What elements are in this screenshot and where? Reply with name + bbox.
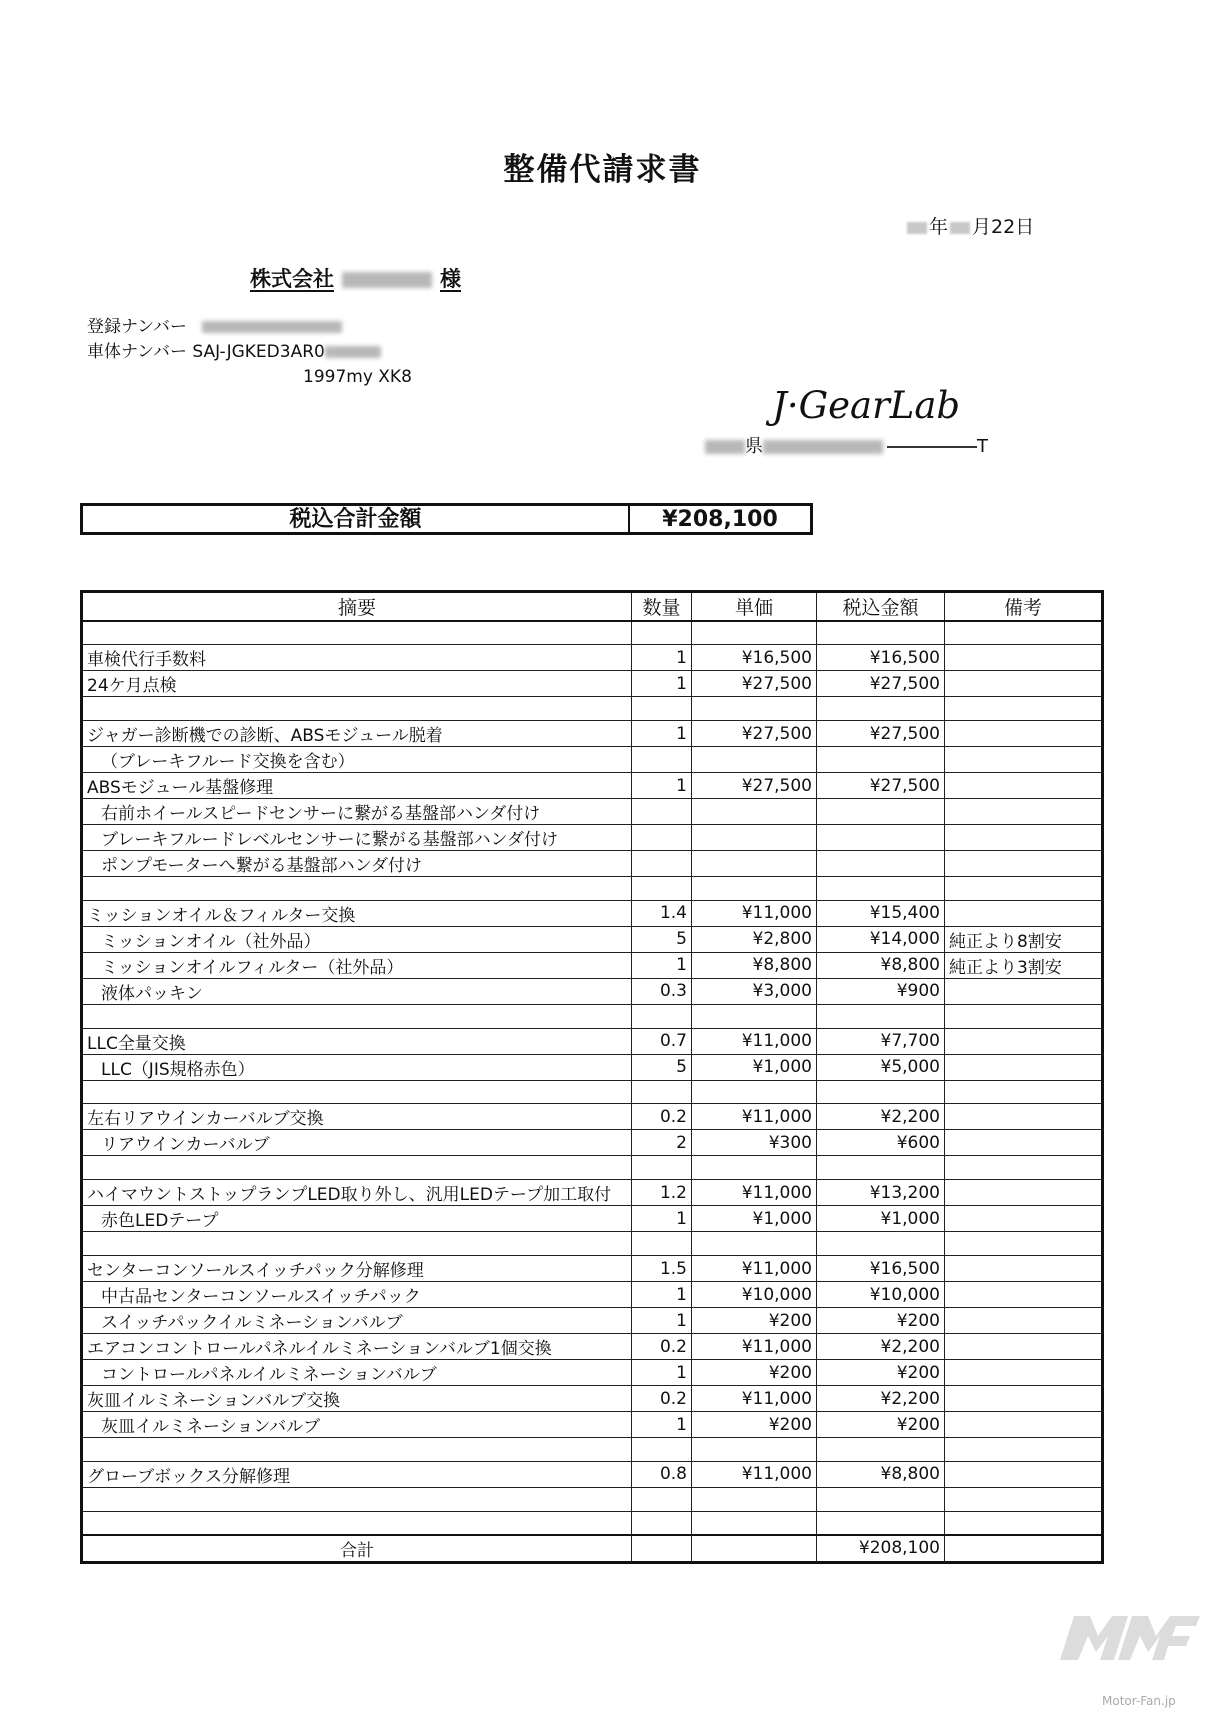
row-description: ミッションオイルフィルター（社外品） [82, 952, 632, 978]
redacted-prefecture [705, 440, 745, 454]
row-quantity: 0.7 [632, 1028, 692, 1054]
table-row [82, 1487, 1103, 1511]
row-unit-price [692, 825, 817, 851]
issue-date [905, 212, 1034, 239]
row-quantity [632, 1232, 692, 1256]
registration-row: 登録ナンバー [87, 315, 412, 340]
table-row [82, 1282, 1103, 1308]
row-amount [817, 621, 945, 645]
header-amount: 税込金額 [817, 592, 945, 622]
row-description: 灰皿イルミネーションバルブ交換 [82, 1386, 632, 1412]
customer-name: 株式会社 様 [250, 267, 461, 291]
table-row [82, 773, 1103, 799]
row-unit-price: ¥10,000 [692, 1282, 817, 1308]
row-remarks [945, 1461, 1103, 1487]
header-remarks: 備考 [945, 592, 1103, 622]
row-amount: ¥600 [817, 1130, 945, 1156]
row-amount [817, 1487, 945, 1511]
watermark-logo-icon [1060, 1616, 1200, 1660]
row-unit-price: ¥11,000 [692, 1104, 817, 1130]
row-remarks [945, 1360, 1103, 1386]
row-description [82, 1080, 632, 1104]
row-amount: ¥2,200 [817, 1386, 945, 1412]
row-quantity: 0.8 [632, 1461, 692, 1487]
header-quantity: 数量 [632, 592, 692, 622]
row-remarks [945, 877, 1103, 901]
row-quantity: 1 [632, 952, 692, 978]
row-remarks [945, 1487, 1103, 1511]
chassis-number: SAJ-JGKED3AR0 [192, 342, 325, 362]
table-row [82, 1232, 1103, 1256]
row-amount [817, 1004, 945, 1028]
row-remarks [945, 747, 1103, 773]
row-remarks [945, 621, 1103, 645]
date-day: 月22日 [972, 216, 1035, 238]
row-quantity [632, 1156, 692, 1180]
row-description: コントロールパネルイルミネーションバルブ [82, 1360, 632, 1386]
row-unit-price [692, 697, 817, 721]
row-quantity [632, 851, 692, 877]
row-quantity [632, 1080, 692, 1104]
row-description [82, 621, 632, 645]
grand-total-box [80, 503, 813, 535]
row-remarks [945, 1104, 1103, 1130]
table-row [82, 1004, 1103, 1028]
row-unit-price: ¥1,000 [692, 1206, 817, 1232]
row-amount: ¥10,000 [817, 1282, 945, 1308]
row-amount: ¥8,800 [817, 952, 945, 978]
row-remarks [945, 1028, 1103, 1054]
row-description: ミッションオイル（社外品） [82, 926, 632, 952]
row-remarks [945, 1256, 1103, 1282]
row-remarks [945, 1054, 1103, 1080]
row-unit-price: ¥200 [692, 1412, 817, 1438]
row-amount: ¥200 [817, 1412, 945, 1438]
row-unit-price: ¥200 [692, 1308, 817, 1334]
table-row [82, 621, 1103, 645]
row-remarks [945, 1412, 1103, 1438]
date-year-suffix: 年 [929, 216, 949, 238]
table-row [82, 1130, 1103, 1156]
row-description [82, 1438, 632, 1462]
row-remarks [945, 1180, 1103, 1206]
row-unit-price: ¥8,800 [692, 952, 817, 978]
row-description: 中古品センターコンソールスイッチパック [82, 1282, 632, 1308]
row-quantity: 1.4 [632, 900, 692, 926]
row-remarks [945, 1308, 1103, 1334]
row-quantity: 1.2 [632, 1180, 692, 1206]
row-remarks [945, 978, 1103, 1004]
row-description: 右前ホイールスピードセンサーに繋がる基盤部ハンダ付け [82, 799, 632, 825]
table-row [82, 1386, 1103, 1412]
table-footer-row [82, 1535, 1103, 1563]
row-quantity: 1 [632, 1282, 692, 1308]
row-unit-price: ¥11,000 [692, 1180, 817, 1206]
table-row [82, 1360, 1103, 1386]
row-quantity: 0.3 [632, 978, 692, 1004]
row-remarks [945, 1282, 1103, 1308]
row-remarks [945, 900, 1103, 926]
row-unit-price [692, 1511, 817, 1535]
row-unit-price: ¥200 [692, 1360, 817, 1386]
row-amount: ¥16,500 [817, 1256, 945, 1282]
row-unit-price [692, 799, 817, 825]
row-description [82, 1487, 632, 1511]
table-row [82, 978, 1103, 1004]
row-unit-price [692, 1487, 817, 1511]
row-remarks [945, 1438, 1103, 1462]
row-remarks [945, 671, 1103, 697]
watermark-text: Motor-Fan.jp [1102, 1694, 1176, 1708]
row-quantity [632, 621, 692, 645]
row-amount: ¥15,400 [817, 900, 945, 926]
row-quantity [632, 1004, 692, 1028]
row-quantity: 0.2 [632, 1104, 692, 1130]
row-description [82, 1004, 632, 1028]
row-amount [817, 697, 945, 721]
table-row [82, 1412, 1103, 1438]
table-row [82, 851, 1103, 877]
row-remarks [945, 851, 1103, 877]
table-row [82, 1256, 1103, 1282]
row-quantity: 0.2 [632, 1386, 692, 1412]
row-remarks [945, 1130, 1103, 1156]
row-amount: ¥27,500 [817, 671, 945, 697]
row-quantity: 1 [632, 645, 692, 671]
table-row [82, 671, 1103, 697]
row-quantity: 0.2 [632, 1334, 692, 1360]
row-quantity [632, 1487, 692, 1511]
row-amount: ¥16,500 [817, 645, 945, 671]
invoice-table [80, 590, 1104, 1564]
row-amount: ¥27,500 [817, 773, 945, 799]
table-row [82, 1461, 1103, 1487]
row-unit-price: ¥1,000 [692, 1054, 817, 1080]
row-description: 車検代行手数料 [82, 645, 632, 671]
row-unit-price [692, 1156, 817, 1180]
row-amount: ¥8,800 [817, 1461, 945, 1487]
row-amount [817, 1438, 945, 1462]
footer-total: ¥208,100 [817, 1535, 945, 1563]
row-remarks [945, 799, 1103, 825]
table-row [82, 1054, 1103, 1080]
table-row [82, 697, 1103, 721]
row-description [82, 1156, 632, 1180]
table-row [82, 1156, 1103, 1180]
table-row [82, 1180, 1103, 1206]
table-row [82, 721, 1103, 747]
row-quantity [632, 697, 692, 721]
row-amount: ¥200 [817, 1308, 945, 1334]
row-quantity: 2 [632, 1130, 692, 1156]
table-row [82, 1308, 1103, 1334]
row-unit-price: ¥11,000 [692, 900, 817, 926]
table-row [82, 952, 1103, 978]
row-unit-price [692, 747, 817, 773]
row-amount: ¥1,000 [817, 1206, 945, 1232]
address-line [887, 446, 977, 448]
table-row [82, 799, 1103, 825]
row-description [82, 1232, 632, 1256]
company-logo: J·GearLab [772, 384, 961, 427]
row-quantity: 1 [632, 1412, 692, 1438]
row-quantity [632, 877, 692, 901]
row-unit-price: ¥11,000 [692, 1256, 817, 1282]
row-description [82, 877, 632, 901]
redacted-year [907, 222, 927, 234]
row-amount: ¥5,000 [817, 1054, 945, 1080]
vehicle-model: 1997my XK8 [303, 367, 412, 387]
row-description: ブレーキフルードレベルセンサーに繋がる基盤部ハンダ付け [82, 825, 632, 851]
row-description: LLC全量交換 [82, 1028, 632, 1054]
table-row [82, 825, 1103, 851]
footer-label: 合計 [82, 1535, 632, 1563]
document-title: 整備代請求書 [503, 152, 702, 188]
table-row [82, 1334, 1103, 1360]
row-amount [817, 1232, 945, 1256]
row-amount: ¥13,200 [817, 1180, 945, 1206]
table-row [82, 926, 1103, 952]
row-quantity: 1.5 [632, 1256, 692, 1282]
row-description: 灰皿イルミネーションバルブ [82, 1412, 632, 1438]
row-unit-price: ¥27,500 [692, 721, 817, 747]
row-description [82, 1511, 632, 1535]
header-description: 摘要 [82, 592, 632, 622]
row-unit-price [692, 877, 817, 901]
row-amount: ¥200 [817, 1360, 945, 1386]
row-unit-price: ¥27,500 [692, 773, 817, 799]
redacted-month [950, 222, 970, 234]
row-amount [817, 851, 945, 877]
table-row [82, 747, 1103, 773]
redacted-chassis [325, 346, 381, 358]
row-description: ジャガー診断機での診断、ABSモジュール脱着 [82, 721, 632, 747]
grand-total-label: 税込合計金額 [83, 506, 630, 532]
row-description: グローブボックス分解修理 [82, 1461, 632, 1487]
table-row [82, 900, 1103, 926]
row-description: LLC（JIS規格赤色） [82, 1054, 632, 1080]
row-description: 左右リアウインカーバルブ交換 [82, 1104, 632, 1130]
row-description: ポンプモーターへ繋がる基盤部ハンダ付け [82, 851, 632, 877]
row-description: センターコンソールスイッチパック分解修理 [82, 1256, 632, 1282]
company-address: 県 T [705, 432, 988, 458]
row-description [82, 697, 632, 721]
row-remarks [945, 721, 1103, 747]
row-description: （ブレーキフルード交換を含む） [82, 747, 632, 773]
row-unit-price [692, 1232, 817, 1256]
row-remarks [945, 1156, 1103, 1180]
row-amount [817, 747, 945, 773]
row-unit-price: ¥11,000 [692, 1386, 817, 1412]
row-description: ハイマウントストップランプLED取り外し、汎用LEDテープ加工取付 [82, 1180, 632, 1206]
row-amount [817, 1156, 945, 1180]
header-unit-price: 単価 [692, 592, 817, 622]
table-row [82, 645, 1103, 671]
redacted-registration [202, 321, 342, 333]
row-amount: ¥2,200 [817, 1104, 945, 1130]
row-quantity [632, 799, 692, 825]
row-remarks [945, 1080, 1103, 1104]
row-remarks [945, 697, 1103, 721]
table-row [82, 1028, 1103, 1054]
table-row [82, 1206, 1103, 1232]
row-unit-price: ¥300 [692, 1130, 817, 1156]
row-amount: ¥14,000 [817, 926, 945, 952]
row-remarks [945, 1004, 1103, 1028]
row-unit-price: ¥11,000 [692, 1461, 817, 1487]
row-quantity: 1 [632, 1360, 692, 1386]
row-quantity [632, 1511, 692, 1535]
row-quantity: 1 [632, 721, 692, 747]
row-unit-price: ¥11,000 [692, 1028, 817, 1054]
row-unit-price [692, 621, 817, 645]
row-quantity [632, 747, 692, 773]
row-amount [817, 825, 945, 851]
row-description: 24ケ月点検 [82, 671, 632, 697]
row-unit-price: ¥2,800 [692, 926, 817, 952]
row-quantity: 5 [632, 926, 692, 952]
row-amount [817, 877, 945, 901]
row-remarks [945, 825, 1103, 851]
row-remarks [945, 1511, 1103, 1535]
table-row [82, 1438, 1103, 1462]
chassis-row: 車体ナンバー SAJ-JGKED3AR0 [87, 340, 412, 365]
row-unit-price [692, 1004, 817, 1028]
row-amount: ¥7,700 [817, 1028, 945, 1054]
redacted-address [763, 440, 883, 454]
row-unit-price: ¥11,000 [692, 1334, 817, 1360]
row-amount: ¥27,500 [817, 721, 945, 747]
row-amount [817, 1511, 945, 1535]
row-remarks [945, 1386, 1103, 1412]
row-quantity [632, 1438, 692, 1462]
row-description: 赤色LEDテープ [82, 1206, 632, 1232]
grand-total-value: ¥208,100 [662, 507, 778, 532]
row-quantity: 1 [632, 671, 692, 697]
redacted-customer [342, 272, 432, 288]
row-remarks: 純正より3割安 [945, 952, 1103, 978]
row-quantity: 1 [632, 1206, 692, 1232]
row-remarks: 純正より8割安 [945, 926, 1103, 952]
row-unit-price: ¥27,500 [692, 671, 817, 697]
row-unit-price [692, 851, 817, 877]
row-quantity: 1 [632, 1308, 692, 1334]
row-description: エアコンコントロールパネルイルミネーションバルブ1個交換 [82, 1334, 632, 1360]
row-description: スイッチパックイルミネーションバルブ [82, 1308, 632, 1334]
row-amount: ¥2,200 [817, 1334, 945, 1360]
row-quantity: 5 [632, 1054, 692, 1080]
row-unit-price: ¥3,000 [692, 978, 817, 1004]
row-description: リアウインカーバルブ [82, 1130, 632, 1156]
table-row [82, 1080, 1103, 1104]
row-unit-price [692, 1438, 817, 1462]
row-description: ミッションオイル＆フィルター交換 [82, 900, 632, 926]
table-header-row [82, 592, 1103, 622]
row-amount [817, 1080, 945, 1104]
row-description: ABSモジュール基盤修理 [82, 773, 632, 799]
row-unit-price: ¥16,500 [692, 645, 817, 671]
row-quantity [632, 825, 692, 851]
vehicle-info [87, 315, 412, 390]
table-row [82, 1104, 1103, 1130]
row-amount: ¥900 [817, 978, 945, 1004]
row-quantity: 1 [632, 773, 692, 799]
row-unit-price [692, 1080, 817, 1104]
row-remarks [945, 645, 1103, 671]
row-amount [817, 799, 945, 825]
row-remarks [945, 1206, 1103, 1232]
row-description: 液体パッキン [82, 978, 632, 1004]
row-remarks [945, 1232, 1103, 1256]
table-row [82, 1511, 1103, 1535]
table-row [82, 877, 1103, 901]
row-remarks [945, 773, 1103, 799]
row-remarks [945, 1334, 1103, 1360]
